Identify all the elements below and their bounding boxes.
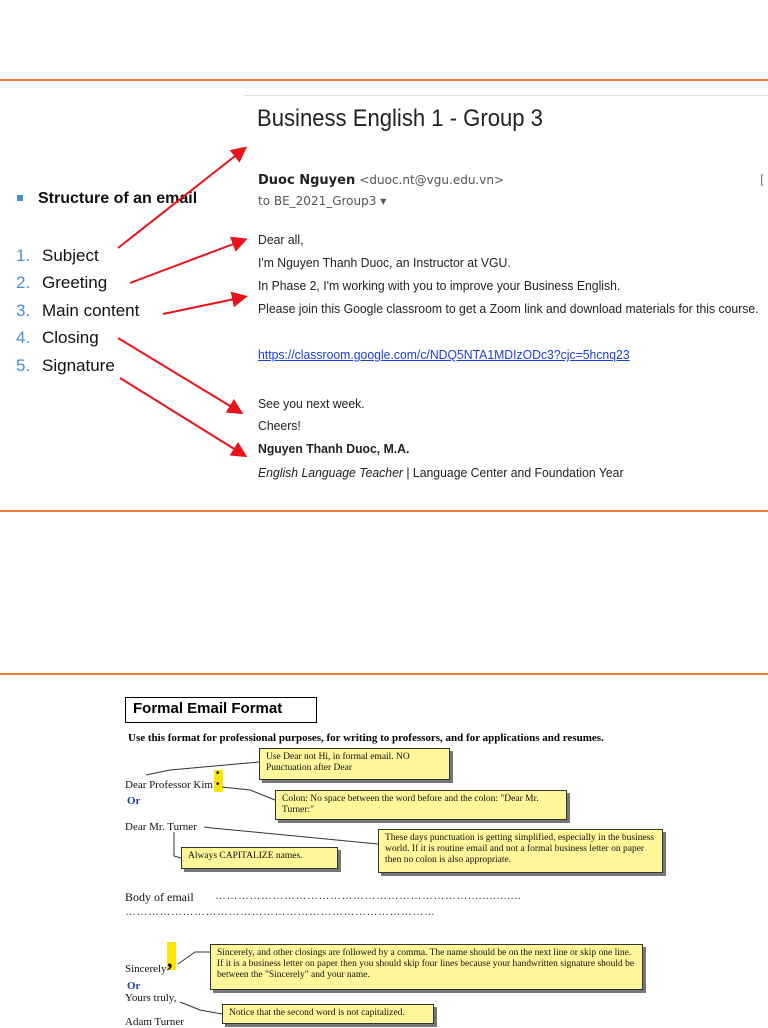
cutoff-bracket: [ — [760, 173, 765, 187]
list-item-greeting: 2. Greeting — [16, 273, 108, 292]
email-subject: Business English 1 - Group 3 — [257, 105, 543, 132]
dotted-line-2: ……………………………………………………………………… — [125, 906, 436, 918]
body-of-email-label: Body of email — [125, 890, 194, 904]
email-body-line-3: Please join this Google classroom to get a Zoom link and download materials for this course. — [258, 301, 759, 316]
or-label-2: Or — [127, 980, 141, 992]
note-colon: Colon: No space between the word before and the colon: "Dear Mr. Turner:" — [275, 790, 567, 820]
arrow-greeting — [130, 240, 244, 283]
classroom-link[interactable]: https://classroom.google.com/c/NDQ5NTA1MDIzODc3?cjc=5hcnq23 — [258, 347, 630, 362]
email-closing-line-2: Cheers! — [258, 418, 301, 433]
list-item-signature: 5. Signature — [16, 356, 115, 375]
connector-capitalize — [174, 832, 181, 858]
email-greeting: Dear all, — [258, 232, 304, 247]
dotted-line-1: …………………………………………………………............... — [215, 890, 522, 902]
list-item-subject: 1. Subject — [16, 246, 99, 265]
connector-dear — [146, 762, 259, 775]
note-capitalize: Always CAPITALIZE names. — [181, 847, 338, 869]
arrow-closing — [118, 338, 240, 412]
arrow-main-content — [163, 297, 244, 314]
note-simplified: These days punctuation is getting simplified, especially in the business world. If it is routine email and not a formal business letter on paper then no colon is also appropriate. — [378, 829, 663, 873]
recipient-line[interactable]: to BE_2021_Group3 ▾ — [258, 194, 387, 208]
doc-title: Formal Email Format — [133, 700, 283, 717]
doc-subtitle: Use this format for professional purposes, for writing to professors, and for applications and resumes. — [128, 732, 604, 744]
sincerely-line: Sincerely — [125, 963, 167, 975]
doc-connector-lines — [0, 674, 768, 1024]
signature-name: Nguyen Thanh Duoc, M.A. — [258, 441, 410, 456]
sender-name: Duoc Nguyen — [258, 173, 356, 188]
structure-title: Structure of an email — [38, 190, 198, 207]
connector-truly — [180, 1002, 222, 1014]
note-second-word: Notice that the second word is not capitalized. — [222, 1004, 434, 1024]
connector-comma — [178, 952, 210, 964]
list-item-closing: 4. Closing — [16, 328, 99, 347]
arrow-signature — [120, 378, 244, 455]
or-label-1: Or — [127, 795, 141, 807]
name-line-partial: Adam Turner — [125, 1016, 184, 1028]
yours-truly-line: Yours truly, — [125, 992, 177, 1004]
email-closing-line-1: See you next week. — [258, 396, 365, 411]
connector-turner — [204, 827, 378, 844]
note-dear: Use Dear not Hi, in formal email. NO Punctuation after Dear — [259, 748, 450, 780]
chevron-down-icon[interactable]: ▾ — [380, 194, 387, 208]
connector-colon — [222, 787, 275, 800]
dear-professor-line: Dear Professor Kim — [125, 779, 213, 791]
colon-dots: • • — [216, 768, 220, 790]
email-body-line-2: In Phase 2, I'm working with you to improve your Business English. — [258, 278, 621, 293]
comma-mark: , — [167, 947, 173, 972]
arrow-subject — [118, 149, 244, 248]
note-sincerely: Sincerely, and other closings are followed by a comma. The name should be on the next line or skip one line. If it is a business letter on paper then you should skip four lines because your handwritten signature should be between the "Sincerely" and your name. — [210, 944, 643, 990]
signature-title-line: English Language Teacher | Language Center and Foundation Year — [258, 465, 624, 480]
list-item-main-content: 3. Main content — [16, 301, 140, 320]
dear-mr-line: Dear Mr. Turner — [125, 821, 197, 833]
sender-address: <duoc.nt@vgu.edu.vn> — [359, 173, 505, 187]
email-body-line-1: I'm Nguyen Thanh Duoc, an Instructor at VGU. — [258, 255, 511, 270]
